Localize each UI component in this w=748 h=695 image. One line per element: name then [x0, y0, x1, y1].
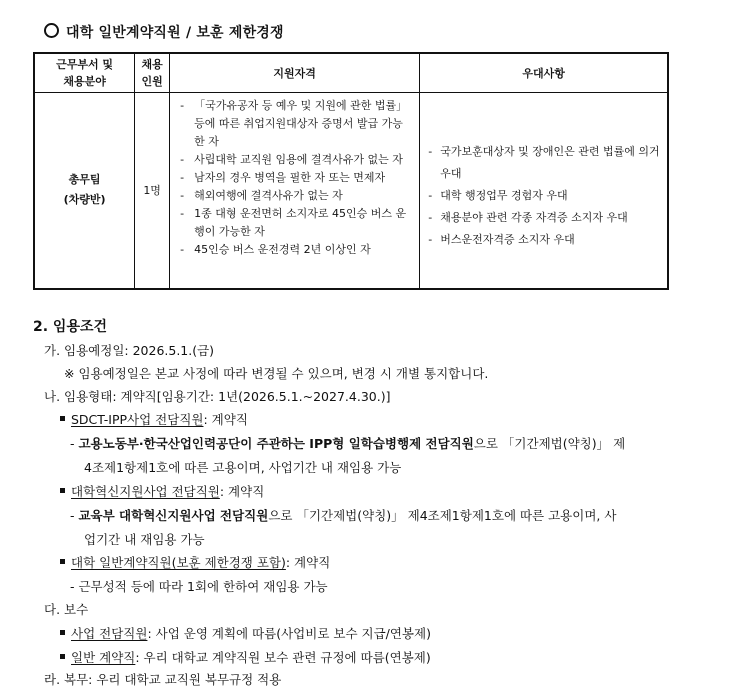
header-dept: 근무부서 및 채용분야 — [34, 53, 135, 93]
qualifications-cell — [170, 93, 420, 289]
header-preferences: 우대사항 — [420, 53, 668, 93]
salary-heading: 다. 보수 — [44, 602, 89, 617]
sdct-detail: - 고용노동부·한국산업인력공단이 주관하는 IPP형 일학습병행제 전담직원으로 「기간제법(약칭)」 제 — [70, 436, 626, 451]
requirements-table — [33, 52, 669, 290]
qualification-item: - 45인승 버스 운전경력 2년 이상인 자 — [176, 241, 413, 259]
qualification-item: - 해외여행에 결격사유가 없는 자 — [176, 187, 413, 205]
square-bullet-icon — [60, 488, 65, 493]
preference-item: - 버스운전자격증 소지자 우대 — [426, 229, 661, 251]
count-cell: 1명 — [135, 93, 170, 289]
table-row — [34, 93, 668, 289]
bullet-sdct: SDCT-IPP사업 전담직원: 계약직 — [60, 410, 248, 428]
section-title-text: 대학 일반계약직원 / 보훈 제한경쟁 — [66, 25, 284, 41]
sdct-detail-cont: 4조제1항제1호에 따른 고용이며, 사업기간 내 재임용 가능 — [84, 460, 402, 475]
qualification-item: - 남자의 경우 병역을 필한 자 또는 면제자 — [176, 169, 413, 187]
employment-type: 나. 임용형태: 계약직[임용기간: 1년(2026.5.1.~2027.4.30.)] — [44, 389, 391, 404]
qualification-item: - 「국가유공자 등 예우 및 지원에 관한 법률」 등에 따른 취업지원대상자 증명서 발급 가능한 자 — [176, 97, 413, 151]
section2-title: 2. 임용조건 — [33, 319, 108, 335]
bullet-general-contract: 대학 일반계약직원(보훈 제한경쟁 포함): 계약직 — [60, 553, 330, 571]
preference-item: - 대학 행정업무 경험자 우대 — [426, 185, 661, 207]
qualification-item: - 1종 대형 운전면허 소지자로 45인승 버스 운행이 가능한 자 — [176, 205, 413, 241]
table-header-row — [34, 53, 668, 93]
square-bullet-icon — [60, 559, 65, 564]
section-title — [44, 22, 284, 42]
general-contract-detail: - 근무성적 등에 따라 1회에 한하여 재임용 가능 — [70, 579, 328, 594]
appointment-date-note: ※ 임용예정일은 본교 사정에 따라 변경될 수 있으며, 변경 시 개별 통지합니다. — [64, 366, 489, 381]
appointment-date: 가. 임용예정일: 2026.5.1.(금) — [44, 343, 215, 358]
square-bullet-icon — [60, 654, 65, 659]
qualification-item: - 사립대학 교직원 임용에 결격사유가 없는 자 — [176, 151, 413, 169]
preference-item: - 국가보훈대상자 및 장애인은 관련 법률에 의거 우대 — [426, 141, 661, 185]
square-bullet-icon — [60, 630, 65, 635]
header-qualifications: 지원자격 — [170, 53, 420, 93]
square-bullet-icon — [60, 416, 65, 421]
preferences-cell — [420, 93, 668, 289]
bullet-general-salary: 일반 계약직: 우리 대학교 계약직원 보수 관련 규정에 따름(연봉제) — [60, 648, 431, 666]
preference-item: - 채용분야 관련 각종 자격증 소지자 우대 — [426, 207, 661, 229]
circle-icon — [44, 23, 59, 38]
innovation-detail-cont: 업기간 내 재임용 가능 — [84, 532, 205, 547]
innovation-detail: - 교육부 대학혁신지원사업 전담직원으로 「기간제법(약칭)」 제4조제1항제1호에 따른 고용이며, 사 — [70, 508, 617, 523]
header-count: 채용 인원 — [135, 53, 170, 93]
dept-cell: 총무팀 (차량반) — [34, 93, 135, 289]
service-rules: 라. 복무: 우리 대학교 교직원 복무규정 적용 — [44, 672, 282, 687]
bullet-innovation: 대학혁신지원사업 전담직원: 계약직 — [60, 482, 264, 500]
bullet-project-staff-salary: 사업 전담직원: 사업 운영 계획에 따름(사업비로 보수 지급/연봉제) — [60, 624, 431, 642]
